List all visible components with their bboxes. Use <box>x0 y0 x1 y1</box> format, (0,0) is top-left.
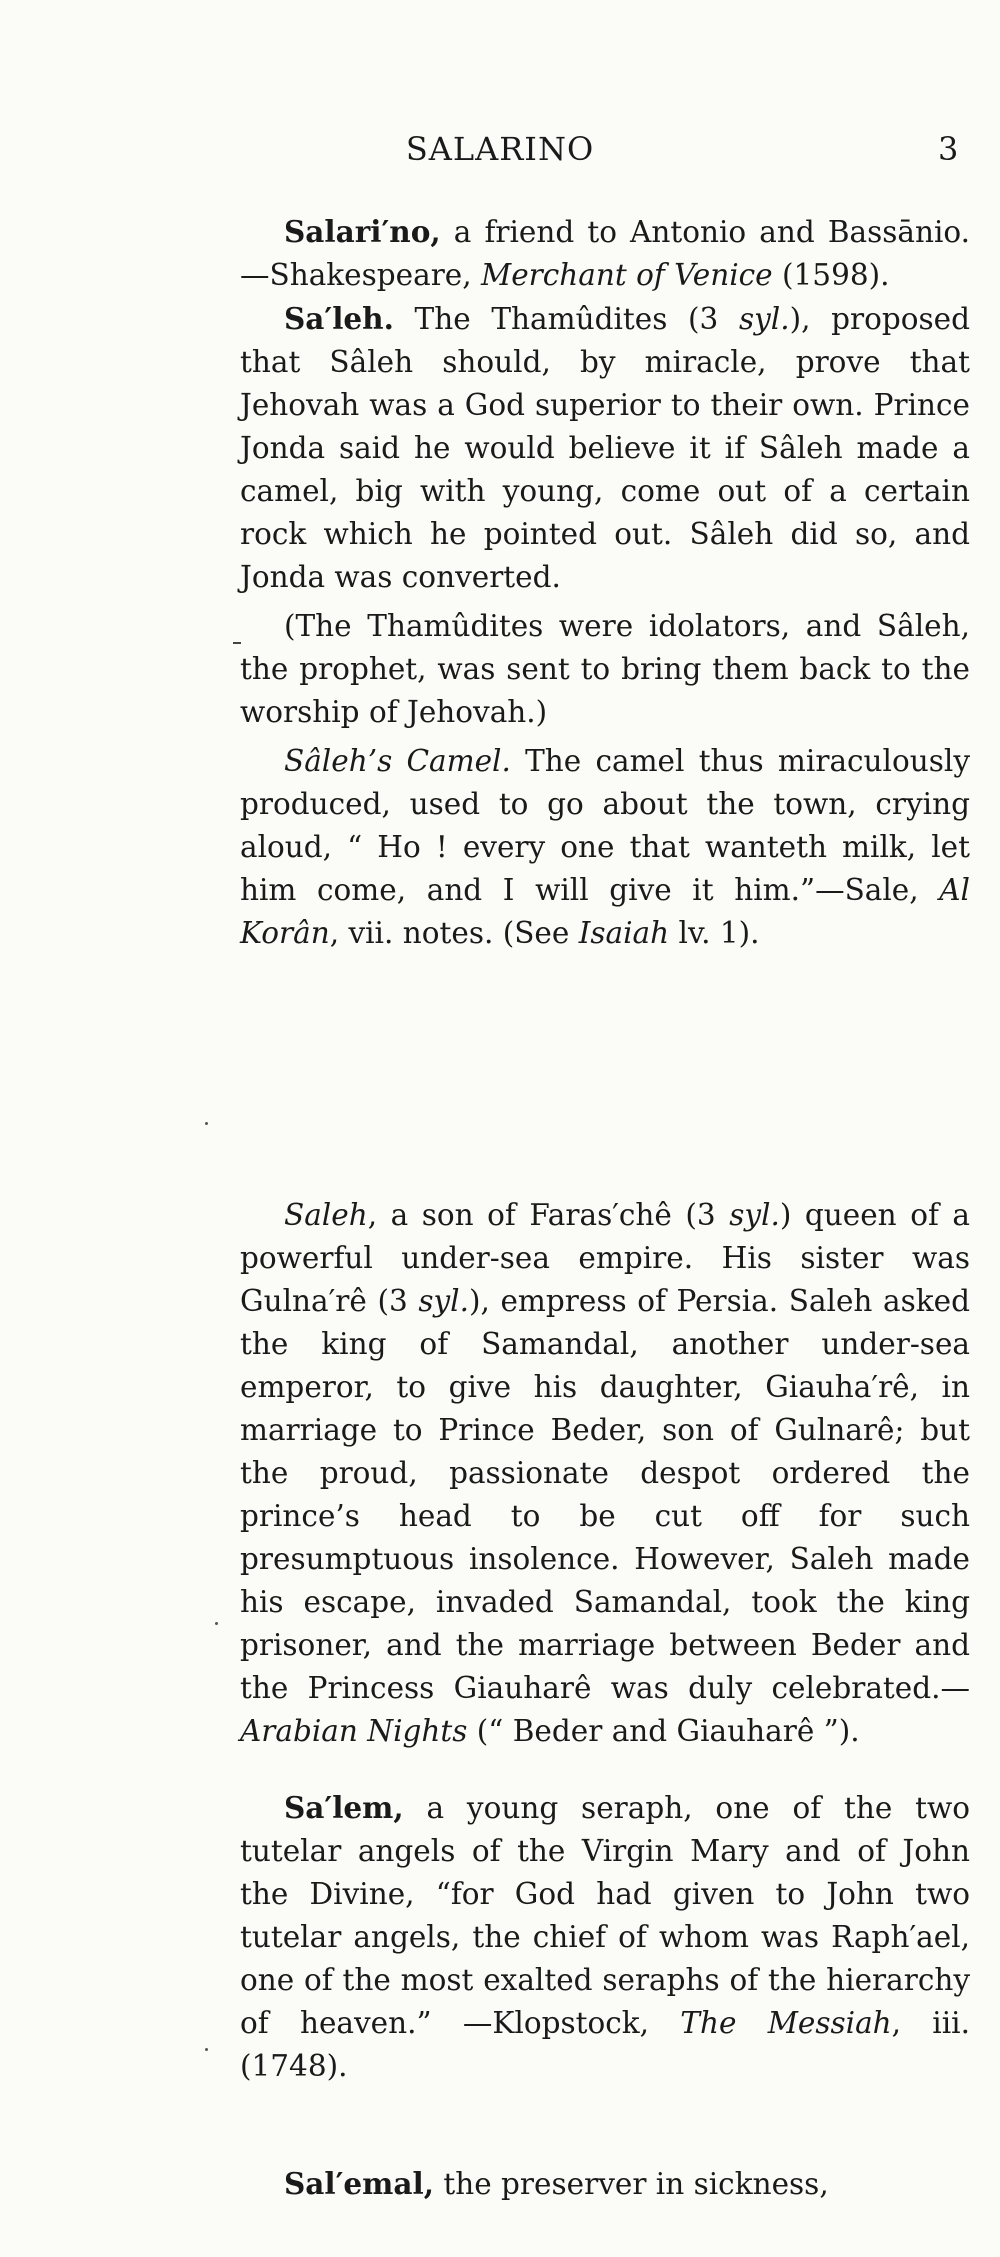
entry-salehs-camel <box>240 740 970 955</box>
entry-text: ) queen of a powerful under-sea empire. His sister was Gulna′rê (3 <box>240 1198 970 1318</box>
work-title: Arabian Nights <box>240 1714 468 1748</box>
headword: Salari′no, <box>284 214 441 249</box>
entry-saleh <box>240 297 970 599</box>
text-column-top <box>240 210 970 955</box>
reference: Isaiah <box>578 916 670 950</box>
entry-text: lv. 1). <box>669 916 760 950</box>
work-title: The Messiah <box>680 2006 892 2040</box>
work-title: Al Korân <box>240 873 970 950</box>
headword: Saleh <box>284 1198 368 1232</box>
headword: Sa′leh. <box>284 301 394 336</box>
margin-dot <box>205 2048 208 2051</box>
page-number: 3 <box>938 130 959 168</box>
entry-text: a young seraph, one of the two tutelar angels of the Virgin Mary and of John the Divine, “for God had given to John two tutelar angels, the chief of whom was Raph′ael, one of the most exalted seraphs of the hierarchy of heaven.” —Klopstock, <box>240 1791 970 2040</box>
margin-dot <box>215 1622 218 1625</box>
text-column-saleh-son <box>240 1194 970 1753</box>
abbreviation: syl. <box>418 1284 469 1318</box>
work-title: Merchant of Venice <box>481 258 773 292</box>
entry-text: a friend to Antonio and Bassānio.—Shakespeare, <box>240 215 970 292</box>
entry-salarino <box>240 210 970 297</box>
entry-salemal <box>240 2162 970 2206</box>
entry-text: , vii. notes. (See <box>329 916 579 950</box>
entry-text: (1598). <box>772 258 890 292</box>
entry-text: the preserver in sickness, <box>433 2167 829 2201</box>
entry-text: (The Thamûdites were idolators, and Sâleh, the prophet, was sent to bring them back to the worship of Jehovah.) <box>240 609 970 729</box>
entry-saleh-son <box>240 1194 970 1753</box>
entry-text: , iii. (1748). <box>240 2006 970 2083</box>
entry-text: , a son of Faras′chê (3 <box>367 1198 730 1232</box>
abbreviation: syl. <box>738 302 790 336</box>
headword: Sâleh’s Camel. <box>284 744 511 778</box>
entry-text: ), proposed that Sâleh should, by miracle, prove that Jehovah was a God superior to their own. Prince Jonda said he would believe it if Sâleh made a camel, big with young, come out of a certain rock which he pointed out. Sâleh did so, and Jonda was converted. <box>240 302 970 594</box>
margin-dot <box>205 1122 208 1125</box>
entry-text: The Thamûdites (3 <box>393 302 739 336</box>
entry-text: The camel thus miraculously produced, used to go about the town, crying aloud, “ Ho ! every one that wanteth milk, let him come, and I will give it him.”—Sale, <box>240 744 970 907</box>
entry-text: ), empress of Persia. Saleh asked the king of Samandal, another under-sea emperor, to give his daughter, Giauha′rê, in marriage to Prince Beder, son of Gulnarê; but the proud, passionate despot ordered the prince’s head to be cut off for such presumptuous insolence. However, Saleh made his escape, invaded Samandal, took the king prisoner, and the marriage between Beder and the Princess Giauharê was duly celebrated.— <box>240 1284 970 1705</box>
headword: Sa′lem, <box>284 1790 404 1825</box>
abbreviation: syl. <box>729 1198 780 1232</box>
entry-saleh-note <box>240 605 970 734</box>
headword: Sal′emal, <box>284 2166 434 2201</box>
entry-text: (“ Beder and Giauharê ”). <box>467 1714 860 1748</box>
entry-salem <box>240 1786 970 2088</box>
text-column-salemal <box>240 2162 970 2206</box>
text-column-salem <box>240 1786 970 2088</box>
running-head: SALARINO <box>405 130 595 168</box>
